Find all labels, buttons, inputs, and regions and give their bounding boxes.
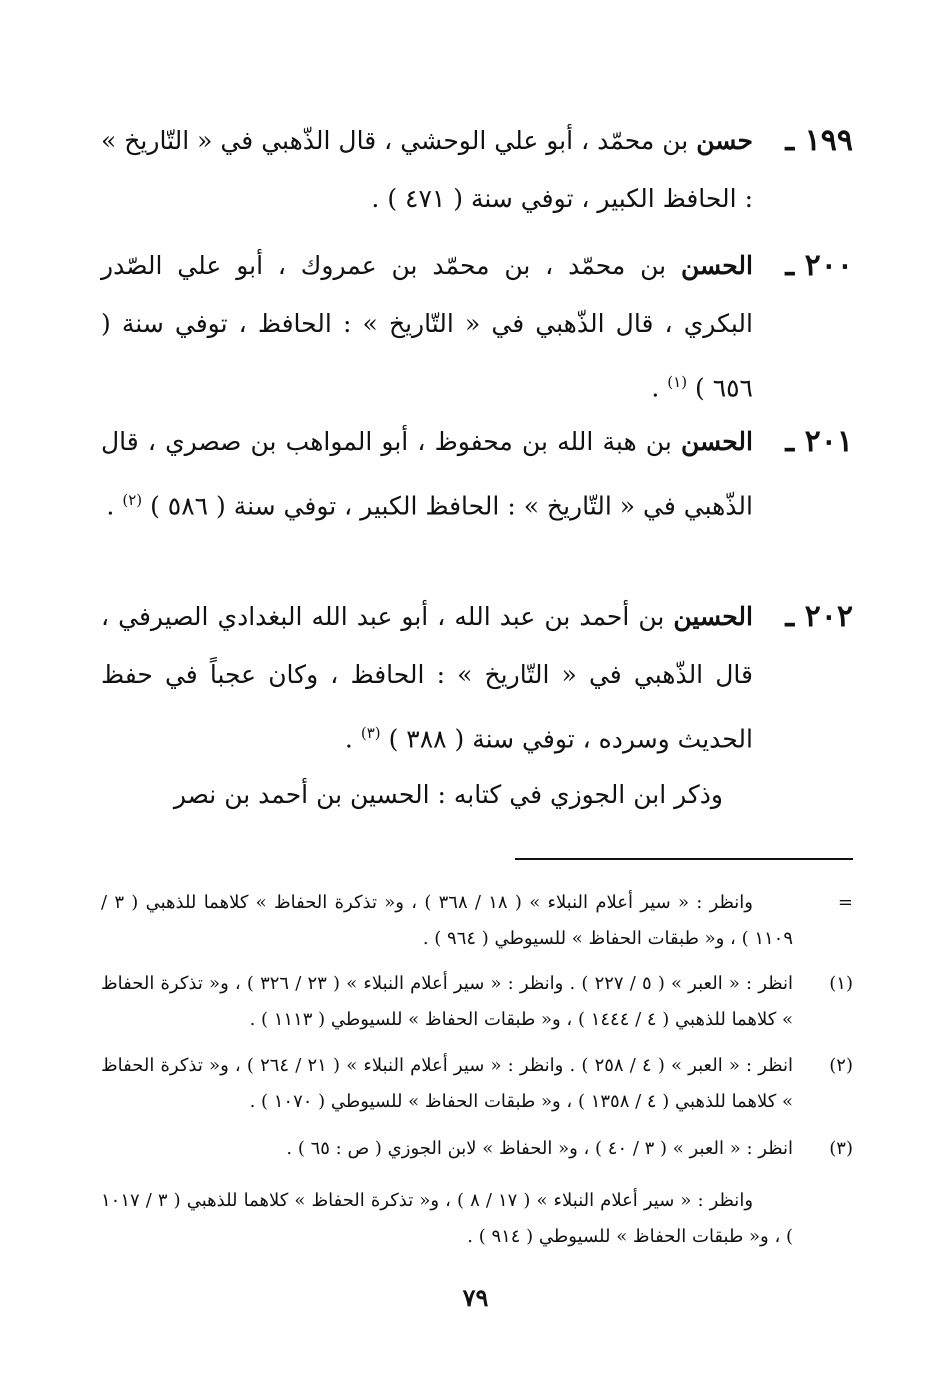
entry-text	[101, 413, 753, 535]
entry-body: بن محمّد ، بن محمّد بن عمروك ، أبو علي الصّدر البكري ، قال الذّهبي في « التّاريخ » : الحافظ ، توفي سنة ( ٦٥٦ )	[101, 251, 753, 403]
entry-number: ٢٠٢ ـ	[785, 599, 853, 634]
footnote-3	[101, 1131, 853, 1167]
footnote-mark: (٣)	[829, 1138, 853, 1159]
entry-number: ١٩٩ ـ	[785, 123, 853, 158]
entry-text	[101, 588, 753, 768]
page-number: ٧٩	[462, 1283, 489, 1312]
footnote-2	[101, 1048, 853, 1120]
entry-201	[101, 413, 853, 535]
footnote-text: انظر : « العبر » ( ٤ / ٢٥٨ ) . وانظر : « سير أعلام النبلاء » ( ٢١ / ٢٦٤ ) ، و« تذكرة الحفاظ » كلاهما للذهبي ( ٤ / ١٣٥٨ ) ، و« طبقات الحفاظ » للسيوطي ( ١٠٧٠ ) .	[101, 1055, 793, 1112]
footnote-text: انظر : « العبر » ( ٣ / ٤٠ ) ، و« الحفاظ » لابن الجوزي ( ص : ٦٥ ) .	[286, 1138, 793, 1159]
footnote-text: وانظر : « سير أعلام النبلاء » ( ١٧ / ٨ ) ، و« تذكرة الحفاظ » كلاهما للذهبي ( ٣ / ١٠١٧ ) ، و« طبقات الحفاظ » للسيوطي ( ٩١٤ ) .	[101, 1190, 793, 1247]
continuation-mark: =	[837, 892, 853, 913]
footnote-ref[interactable]: (٣)	[360, 724, 381, 742]
entry-name: الحسن	[680, 251, 753, 280]
entry-body: بن أحمد بن عبد الله ، أبو عبد الله البغدادي الصيرفي ، قال الذّهبي في « التّاريخ » : الحافظ ، وكان عجباً في حفظ الحديث وسرده ، توفي سنة ( ٣٨٨ )	[101, 602, 753, 754]
entry-name: الحسين	[673, 602, 753, 631]
footnote-separator	[515, 858, 853, 860]
footnote-ref[interactable]: (١)	[667, 373, 688, 391]
footnote-text: انظر : « العبر » ( ٥ / ٢٢٧ ) . وانظر : « سير أعلام النبلاء » ( ٢٣ / ٣٢٦ ) ، و« تذكرة الحفاظ » كلاهما للذهبي ( ٤ / ١٤٤٤ ) ، و« طبقات الحفاظ » للسيوطي ( ١١١٣ ) .	[101, 973, 793, 1030]
entry-text	[101, 237, 753, 417]
entry-number: ٢٠٠ ـ	[785, 248, 853, 283]
closing-paragraph: وذكر ابن الجوزي في كتابه : الحسين بن أحمد بن نصر	[173, 780, 723, 809]
entry-tail: .	[651, 373, 668, 403]
entry-200	[101, 237, 853, 417]
entry-tail: .	[344, 724, 361, 754]
entry-body: بن هبة الله بن محفوظ ، أبو المواهب بن صصري ، قال الذّهبي في « التّاريخ » : الحافظ الكبير ، توفي سنة ( ٥٨٦ )	[101, 427, 753, 521]
footnote-ref[interactable]: (٢)	[122, 491, 143, 509]
entry-body: بن محمّد ، أبو علي الوحشي ، قال الذّهبي في « التّاريخ » : الحافظ الكبير ، توفي سنة ( ٤٧١ ) .	[101, 126, 753, 213]
entry-name: حسن	[696, 126, 753, 155]
entry-199	[101, 112, 853, 228]
footnote-mark: (٢)	[829, 1055, 853, 1076]
footnote-mark: (١)	[829, 973, 853, 994]
entry-name: الحسن	[680, 427, 753, 456]
entry-tail: .	[106, 491, 123, 521]
footnote-text: وانظر : « سير أعلام النبلاء » ( ١٨ / ٣٦٨ ) ، و« تذكرة الحفاظ » كلاهما للذهبي ( ٣ / ١١٠٩ ) ، و« طبقات الحفاظ » للسيوطي ( ٩٦٤ ) .	[101, 892, 793, 949]
entry-202	[101, 588, 853, 768]
entry-text	[101, 112, 753, 228]
footnote-continuation	[101, 885, 853, 957]
entry-number: ٢٠١ ـ	[785, 424, 853, 459]
footnote-3-extra	[101, 1183, 853, 1255]
footnote-1	[101, 966, 853, 1038]
